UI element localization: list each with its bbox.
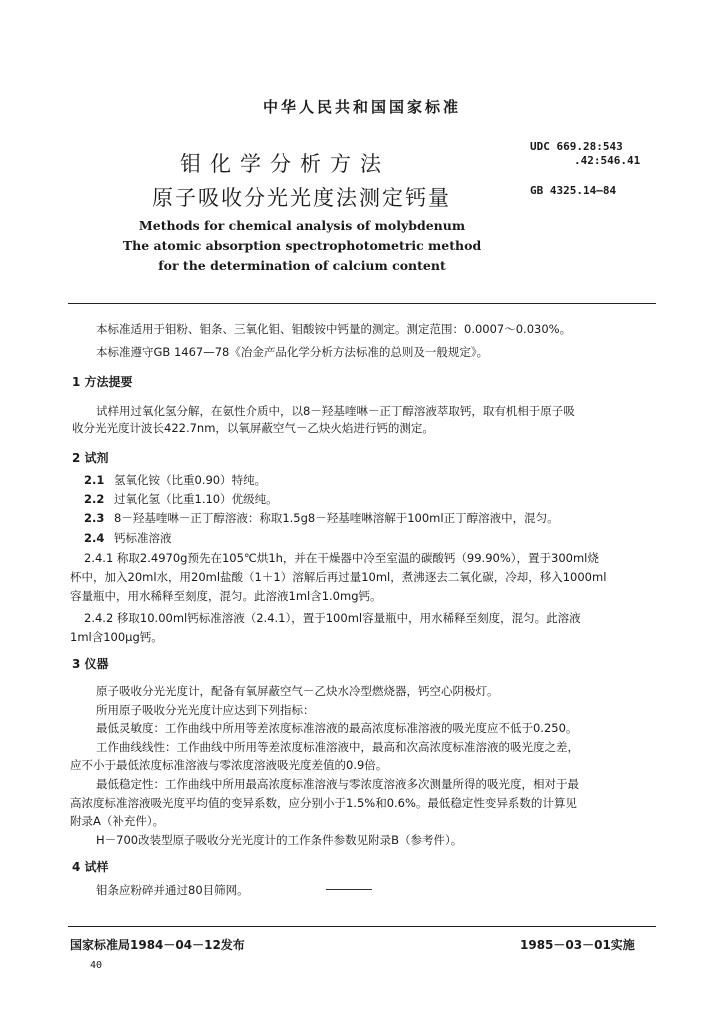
reagent-text: 氢氧化铵（比重0.90）特纯。: [114, 473, 267, 487]
paragraph-line: 杯中，加入20ml水，用20ml盐酸（1＋1）溶解后再过量10ml，煮沸逐去二氧化碳，冷却，移入1000ml: [70, 570, 607, 584]
paragraph-line: 收分光光度计波长422.7nm，以氧屏蔽空气－乙炔火焰进行钙的测定。: [72, 421, 434, 435]
reagent-item: [84, 491, 278, 507]
header-divider: [68, 303, 656, 304]
paragraph-line: 附录A（补充件）。: [70, 814, 165, 828]
section-heading: 4 试样: [72, 860, 109, 874]
paragraph-line: 应不小于最低浓度标准溶液与零浓度溶液吸光度差值的0.9倍。: [70, 758, 388, 772]
paragraph-line: 最低灵敏度：工作曲线中所用等差浓度标准溶液的最高浓度标准溶液的吸光度应不低于0.250。: [96, 721, 578, 735]
paragraph-line: 工作曲线线性：工作曲线中所用等差浓度标准溶液中，最高和次高浓度标准溶液的吸光度之差，: [96, 740, 579, 754]
reagent-number: 2.2: [84, 492, 105, 506]
paragraph-line: 2.4.1 称取2.4970g预先在105℃烘1h，并在干燥器中冷至室温的碳酸钙（99.90%），置于300ml烧: [84, 551, 599, 565]
section-heading: 2 试剂: [72, 451, 109, 465]
footer-divider: [68, 926, 656, 927]
paragraph-line: 原子吸收分光光度计，配备有氧屏蔽空气－乙炔水冷型燃烧器，钙空心阴极灯。: [96, 684, 499, 698]
document-title-line1: 钼化学分析方法: [180, 152, 390, 176]
paragraph-line: 高浓度标准溶液吸光度平均值的变异系数，应分别小于1.5%和0.6%。最低稳定性变异系数的计算见: [70, 796, 577, 810]
reagent-text: 过氧化氢（比重1.10）优级纯。: [114, 492, 278, 506]
reagent-item: [84, 510, 559, 526]
reagent-text: 钙标准溶液: [114, 531, 172, 545]
issue-date: 国家标准局1984－04－12发布: [70, 938, 245, 952]
reagent-number: 2.3: [84, 511, 105, 525]
page-number: 40: [90, 960, 103, 971]
paragraph-line: 容量瓶中，用水稀释至刻度，混匀。此溶液1ml含1.0mg钙。: [70, 589, 382, 603]
reagent-item: [84, 472, 266, 488]
intro-line: 本标准遵守GB 1467—78《冶金产品化学分析方法标准的总则及一般规定》。: [96, 345, 489, 359]
end-mark: [326, 889, 372, 890]
udc-code-line2: .42:546.41: [574, 154, 641, 167]
paragraph-line: 最低稳定性：工作曲线中所用最高浓度标准溶液与零浓度溶液多次测量所得的吸光度，相对于最: [96, 777, 579, 791]
reagent-text: 8－羟基喹啉－正丁醇溶液：称取1.5g8－羟基喹啉溶解于100ml正丁醇溶液中，混匀。: [114, 511, 559, 525]
section-heading: 3 仪器: [72, 657, 109, 671]
reagent-item: [84, 530, 172, 546]
paragraph-line: 试样用过氧化氢分解，在氨性介质中，以8－羟基喹啉－正丁醇溶液萃取钙，取有机相于原子吸: [96, 404, 575, 418]
section-heading: 1 方法提要: [72, 375, 133, 389]
english-title-line1: Methods for chemical analysis of molybdenum: [138, 218, 466, 233]
reagent-number: 2.1: [84, 473, 105, 487]
paragraph-line: H－700改装型原子吸收分光光度计的工作条件参数见附录B（参考件）。: [96, 833, 463, 847]
document-title-line2: 原子吸收分光光度法测定钙量: [152, 186, 451, 210]
paragraph-line: 1ml含100μg钙。: [70, 630, 163, 644]
paragraph-line: 2.4.2 移取10.00ml钙标准溶液（2.4.1），置于100ml容量瓶中，用水稀释至刻度，混匀。此溶液: [84, 611, 581, 625]
udc-code-line1: UDC 669.28:543: [530, 140, 623, 153]
paragraph-line: 钼条应粉碎并通过80目筛网。: [96, 883, 249, 897]
paragraph-line: 所用原子吸收分光光度计应达到下列指标：: [96, 703, 315, 717]
intro-line: 本标准适用于钼粉、钼条、三氧化钼、钼酸铵中钙量的测定。测定范围：0.0007～0.030%。: [96, 322, 572, 336]
reagent-number: 2.4: [84, 531, 105, 545]
national-standard-heading: 中华人民共和国国家标准: [262, 98, 461, 116]
gb-number: GB 4325.14—84: [530, 184, 617, 197]
english-title-line2: The atomic absorption spectrophotometric method: [122, 238, 482, 253]
english-title-line3: for the determination of calcium content: [158, 258, 446, 273]
effective-date: 1985－03－01实施: [520, 938, 635, 952]
